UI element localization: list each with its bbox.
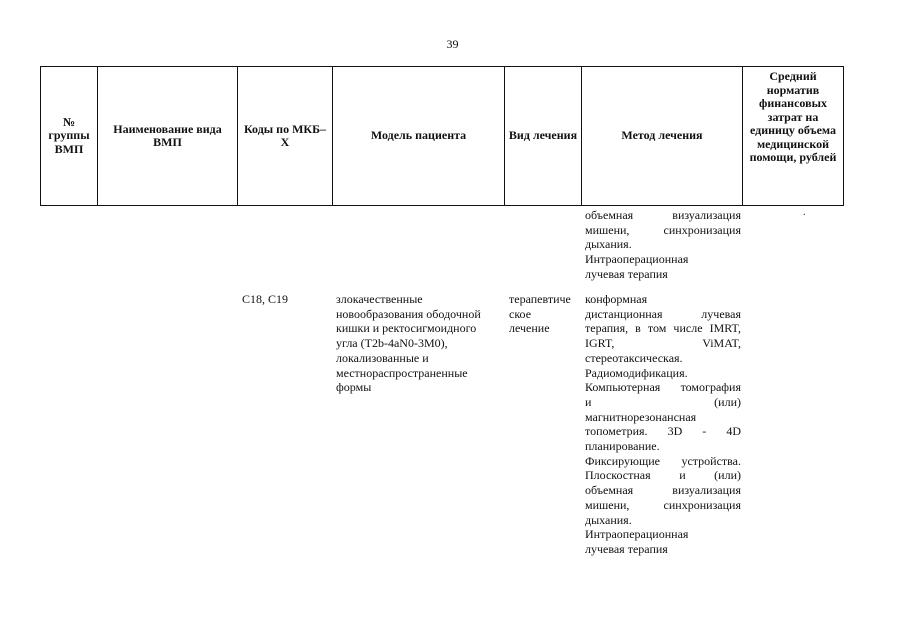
text-line: Радиомодификация. [585,365,688,380]
text-line: лечение [509,321,550,336]
text-line: объемная визуализация [585,483,741,498]
text-line: Плоскостная и (или) [585,468,741,483]
text-line: Интраоперационная [585,252,689,267]
treatment-method-cell [585,292,741,557]
text-line: дыхания. [585,512,632,527]
cost-mark: . [803,207,806,218]
text-line: дыхания. [585,237,632,252]
text-line: и (или) [585,394,741,409]
text-line: локализованные и [336,350,429,365]
text-line: местнораспространенные [336,365,468,380]
patient-model-cell [336,292,504,395]
treatment-type-cell [509,292,584,336]
text-line: кишки и ректосигмоидного [336,321,477,336]
text-line: мишени, синхронизация [585,222,741,237]
text-line: терапевтиче [509,292,571,306]
text-line: злокачественные [336,292,423,306]
continuation-method-cell [585,208,741,282]
text-line: объемная визуализация [585,208,741,222]
header-treatment-type: Вид лечения [505,67,582,206]
text-line: терапия, в том числе IMRT, [585,321,741,336]
text-line: лучевая терапия [585,541,668,556]
mkb-codes-cell: C18, C19 [242,292,289,306]
text-line: Интраоперационная [585,527,689,542]
text-line: формы [336,380,372,395]
text-line: топометрия. 3D - 4D [585,424,741,439]
header-group-number: № группы ВМП [41,67,98,206]
text-line: Компьютерная томография [585,380,741,395]
text-line: стереотаксическая. [585,350,683,365]
text-line: новообразования ободочной [336,306,481,321]
text-line: IGRT, ViMAT, [585,336,741,351]
text-line: дистанционная лучевая [585,306,741,321]
header-mkb-codes: Коды по МКБ–X [238,67,333,206]
text-line: магнитнорезонансная [585,409,697,424]
table-header [40,66,844,206]
page-number: 39 [446,37,459,51]
text-line: лучевая терапия [585,266,668,281]
header-patient-model: Модель пациента [333,67,505,206]
text-line: планирование. [585,439,660,454]
header-average-cost: Средний норматив финансовых затрат на единицу объема медицинской помощи, рублей [743,67,844,206]
header-treatment-method: Метод лечения [582,67,743,206]
text-line: мишени, синхронизация [585,497,741,512]
text-line: Фиксирующие устройства. [585,453,741,468]
header-vmp-name: Наименование вида ВМП [98,67,238,206]
text-line: конформная [585,292,648,306]
text-line: ское [509,306,532,321]
text-line: угла (T2b-4aN0-3M0), [336,336,448,351]
